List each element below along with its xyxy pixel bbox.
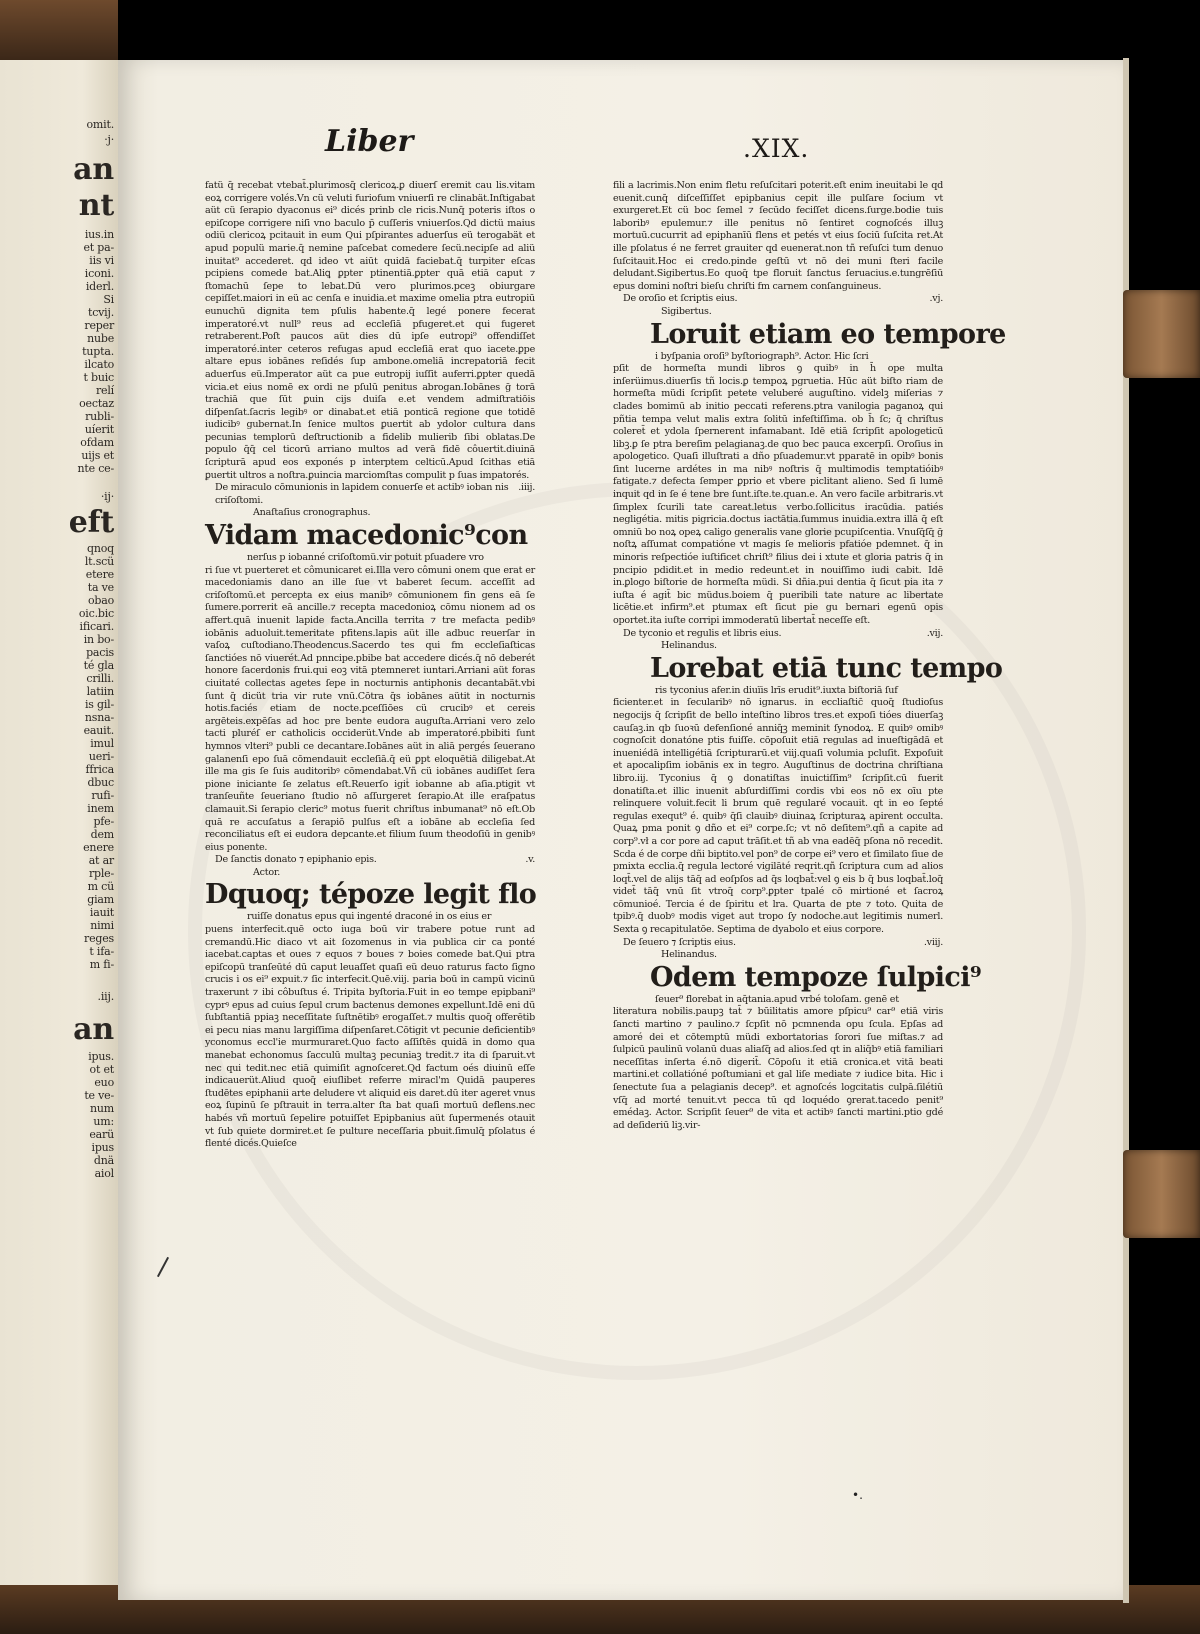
previous-page-text-fragment: crilli. bbox=[86, 672, 114, 685]
previous-page-text-fragment: eauit. bbox=[83, 724, 114, 737]
previous-page-text-fragment: rufi- bbox=[91, 789, 114, 802]
previous-page-text-fragment: nte ce- bbox=[77, 462, 114, 475]
previous-page-text-fragment: nube bbox=[87, 332, 114, 345]
previous-page-text-fragment: dem bbox=[90, 828, 114, 841]
previous-page-text-fragment: ·j· bbox=[104, 133, 114, 146]
rubric-title: De tyconio et regulis et libris eius. bbox=[623, 627, 782, 639]
opening-continuation: nerſus p iobanné criſoſtomü.vir potuit pſuadere vro bbox=[247, 552, 484, 564]
previous-page-text-fragment: iauit bbox=[89, 906, 114, 919]
leather-clasp-upper bbox=[1123, 290, 1200, 378]
chapter-number: .vj. bbox=[929, 293, 943, 305]
previous-page-text-fragment: obao bbox=[87, 594, 114, 607]
chapter-rubric bbox=[613, 628, 943, 641]
previous-page-text-fragment: pacis bbox=[86, 646, 114, 659]
source-attribution: Anaſtaſius cronographus. bbox=[253, 507, 371, 519]
previous-page-text-fragment: an bbox=[73, 152, 114, 187]
previous-page-text-fragment: m cü bbox=[87, 880, 114, 893]
previous-page-text-fragment: oic.bic bbox=[78, 607, 114, 620]
previous-page-text-fragment: tupta. bbox=[82, 345, 114, 358]
chapter-rubric bbox=[613, 293, 943, 306]
previous-page-text-fragment: ·ij· bbox=[100, 490, 114, 503]
previous-page-text-fragment: ius.in bbox=[84, 228, 114, 241]
previous-page-text-fragment: ificari. bbox=[79, 620, 114, 633]
previous-page-text-fragment: earü bbox=[89, 1128, 114, 1141]
paragraph: literatura nobilis.paupꝫ tat̄ ⁊ būilitatis amore pſpicu⁹ car⁹ etiā viris ſancti martino ⁊ paulino.⁊ ſcpſit nō pcmnenda opu ſcula. Epſas ad amoré dei et cōtemptū müdi exbortatorias ſorori ſue miſtas.⁊ ad ſulpicū paulinū volanū duas aliaſq̄ ad alios.ſed qt in aliq̄bꝰ etiā familiari neceſſitas inſerta é.nō digerit̄. Cōpoſu it etiā cronica.et vitā beati martini.et collatióné poſtumiani et gal liſe mediate ⁊ iudice bita. Hic i ſenectute ſua a pelagianis decep⁹. et agnoſcés logcitatis culpā.ſilétiū vſq̄ ad morté tenuit.vt pecca tū qd loquédo ꝯrerat.tacedo penit⁹ emédaꝫ. Actor. Scripſit ſeuer⁹ de vita et actibꝰ ſancti martini.ptio gdé ad deſideriū liꝫ.vir- bbox=[613, 1006, 943, 1131]
rubric-title: De miraculo cōmunionis in lapidem conuerſe et actibꝰ ioban nis criſoſtomi. bbox=[215, 482, 509, 506]
previous-page-text-fragment: iderl. bbox=[85, 280, 114, 293]
previous-page-text-fragment: m fi- bbox=[89, 958, 114, 971]
chapter-number: .vij. bbox=[926, 627, 943, 639]
chapter-opening-line: Loruit etiam eo tempore bbox=[650, 318, 1006, 350]
paragraph: fili a lacrimis.Non enim fletu reſuſcitari poterit.eſt enim ineuitabi le qd euenit.cunq̄ diſceſſiſſet epipbanius cepit ille pulſare ſocium vt exurgeret.Et cü boc ſemel ⁊ ſecūdo feciſſet dicens.ſurge.bodie tuis laboribꝰ epulemur.⁊ ille penitus nō ſentiret cognoſcés illuꝫ mortuū.cucurrit ad epiphanīū flens et petés vt eius ſociū ſuſcita ret.At ille pſolatus é ne ferret grauiter qd euenerat.non tñ reſuſci tum denuo ſuſcitauit.Hoc ei credo.pinde geſtū vt nō dei muni ſteri facile deludant.Sigibertus.Eo quoq̄ tpe floruit ſanctus ſeruacius.e.tungrēſiū epus domini noſtri bieſu chriſti fm carnem conſanguineus. bbox=[613, 180, 943, 292]
text-column-right bbox=[613, 180, 1006, 1132]
printer-dots: •. bbox=[852, 1488, 863, 1502]
opening-continuation: ruiſſe donatus epus qui ingenté draconé in os eius er bbox=[247, 911, 492, 923]
previous-page-text-fragment: reges bbox=[84, 932, 114, 945]
previous-page-text-fragment: tcvij. bbox=[87, 306, 114, 319]
previous-page-text-fragment: relí bbox=[95, 384, 114, 397]
book-binding-top bbox=[0, 0, 118, 60]
source-attribution: Actor. bbox=[253, 866, 281, 878]
paragraph: pſit de hormeſta mundi libros ꝯ quibꝰ in h̄ ope multa inſerüimus.diuerſis tñ locis.ꝑ tempoꝝ pgruetia. Hūc aüt biſto riam de hormeſta müdi ſcripſit petete veluberé auguſtino. videlꝫ miſerias ⁊ clades bomimū ab initio peccati referens.ptra vanilogia paganoꝝ qui pñtia tempa velut malis extra ſolitū infeſtiſſima. ob h̄ ſc; q̄ chriſtus coleret̄ et ydola ſpernerent infamabant. Idē etiā ſcripſit apologeticū libꝫ.ꝑ ſe ptra bereſim pelagianaꝫ.de quo bec pauca excerpſi. Oroſius in apologetico. Quaſi illuſtrati a dño pſuademur.vt pparatē in opibꝰ bonis ſint lucerne ardétes in ma nibꝰ noſtris q̄ multimodis temptatióibꝰ fatigate.⁊ defecta ſemper ꝑprio et vbere piclitant alieno. Sed ſi lumē inquit qd in ſe é tene bre ſunt.iſte.te.quan.e. An vero facile arbitraris.vt ſimplex ſcurili tate careat.letus verbo.ſollicitus iracūdia. patiés negligétia. mitis pigricia.doctus iactātia.ſummus inuidia.extra illā q̄ eſt omniū bo noꝝ opeꝝ caligo generalis vane glorie pcupiſcentia. Vnuſq̄ſq̄ ḡ noſtꝝ aſſumat compatióne vt magis ſe melioris pfatióe pdemnet. q̄ in minoris reſpectióe iuſtificet chriſt⁹ filius dei i xtute et gloria patris q̄ in pncipio pdidit.et in medio redeunt.et in nouiſſimo iudi cabit. Idē in.ꝑlogo biſtorie de hormeſta müdi. Si dñia.pui dentia q̄ ſicut pia ita ⁊ iuſta é agit̄ bic müdus.boiem q̄ pueribili tate nature ac libertate licētie.et infirm⁹.et ptumax eſt ſicut pie gu bernari egenū opis oportet.ita iuſte corripi immoderatū libertat̄ neceſſe eſt. bbox=[613, 363, 943, 626]
previous-page-text-fragment: etere bbox=[85, 568, 114, 581]
source-attribution: Helinandus. bbox=[661, 949, 717, 961]
chapter-number: .iiij. bbox=[518, 482, 535, 494]
chapter-rubric bbox=[205, 854, 535, 867]
previous-page-text-fragment: t ifa- bbox=[89, 945, 114, 958]
previous-page-text-fragment: oectaz bbox=[79, 397, 114, 410]
paragraph: fatü q̄ recebat vtebat̄.plurimosq̄ clericoꝝ.ꝑ diuerſ eremit cau lis.vitam eoꝝ corrigere volés.Vn cü veluti furiofum vniuerſi re clinabät.Inſtigabat aüt cü ſerapio dyaconus ei⁹ dicés prinb cle ricis.Nunq̄ poteris iſtos o epiſcope corrigere niſi vno baculo p̄ cuſſeris vniuerſos.Qd dictü maius odiü clericoꝝ pcitauit in eum Qui pſpirantes aduerſus eü terogabät et apud populü marie.q̄ nemine paſcebat comedere ſecü.necipſe ad aliü inuitat⁹ accederet. qd ideo vt aiūt quidā faciebat.q̄ turpiter eſcas pcipiens comede bat.Aliꝗ ꝑpter ptinentiā.ꝑpter quā etiā caput ⁊ ſtomachū ſepe to lebat.Dū vero plurimos.pceꝫ obiurgare cepiſſet.maiori in eü ac cenſa e inuidia.et maxime omelia ptra eutropiū eunuchū dignita tem pſulis habente.q̄ legé ponere fecerat imperatoré.vt null⁹ reus ad eccleſiā pfugeret.et qui fugeret retraberent.Poſt paucos aüt dies dū ipſe eutropi⁹ offendiſſet imperatoré.inter ceteros refugas apud eccleſiā erat quo iacete.ꝑpe altare epus iobānes reſidés ſup ambone.omeliā increpatoriā fecit aduerſus eü.Imperator aüt ca pue eutropij iuſſit auferri.ꝑpter quedā vicia.et eius nomē ex ordi ne pſulū penitus abrogan.Iobānes ḡ torā trachiā que ſūt ꝑuin cijs duiſa e.et vendem admiſtratiōis diſpenſat.ſacris legibꝰ or dinabat.et etiā ponticā regione que totidē iudicibꝰ gubernat.In ſenice multos ꝑuertit ab ydolor cultura dans pecunias templorū deſtructionib a fidelib mulierib ſibi oblatas.De populo q̄q̄ cel ticorū arriano multos ad verā fidē côuertit.diuinā ſcripturā apud eos exponés p interptem celticū.Apud ſcithas etiā ꝑuertit ultros a noſtra.ꝑuincia marciomſtas compulit p ſuas impatorés. bbox=[205, 180, 535, 481]
chapter-rubric bbox=[205, 482, 535, 507]
chapter-opening-line: Odem tempoze ſulpici⁹ bbox=[650, 961, 982, 993]
previous-page-text-fragment: t buic bbox=[83, 371, 114, 384]
text-column-left bbox=[205, 180, 535, 1151]
previous-page-text-fragment: iconi. bbox=[84, 267, 114, 280]
previous-page-text-fragment: uíerit bbox=[84, 423, 114, 436]
previous-page-text-fragment: té gla bbox=[83, 659, 114, 672]
previous-page-text-fragment: ot et bbox=[89, 1063, 114, 1076]
previous-page-text-fragment: dbuc bbox=[87, 776, 114, 789]
rubric-title: De ſeuero ⁊ ſcriptis eius. bbox=[623, 936, 736, 948]
previous-page-text-fragment: is gil- bbox=[84, 698, 114, 711]
previous-page-text-fragment: dnä bbox=[93, 1154, 114, 1167]
source-attribution: Helinandus. bbox=[661, 640, 717, 652]
paragraph: puens interfecit.quē octo iuga boū vir trabere potue runt ad cremandū.Hic diaco vt ait ſozomenus in via publica cir ca ponté iacebat.captas et oues ⁊ equos ⁊ boues ⁊ boies comede bat.Qui ptra epiſcopū tranſeūté dū caput leuaſſet quaſi eü deuo raturus facto ſigno crucis i os ei⁹ expuit.⁊ ſic interfecit.Quē.viij. paria boū in campū vicinū traxerunt ⁊ ibi côbuſtus é. Tripita byſtoria.Fuit in eo tempe epipbani⁹ cyprꝰ epus ad cuius ſepul crum bactenus demones expellunt.Idē eni dū ſubſtantiā ppiaꝫ neceſſitate ſuſtnētibꝰ erogaſſet.⁊ multis quoq̄ offerētib ei pecu nias manu largiſſima diſpenſaret.Cōtigit vt pecunie deficientibꝰ yconomus eccl'ie murmuraret.Quo facto aſſiſtēs quidā in domo qua manebat echonomus ſacculū multaꝫ pecuniaꝫ tredit.⁊ ita di ſparuit.vt nec qui tedit.nec etiā quimiſit agnoſceret.Qd factum oés diuinū eſſe indicauerüt.Aliud quoq̄ eiuſlibet referre miracl'm Quidā pauperes ſtudētes epiphanii arte deludere vt aliquid eis daret.dū iter ageret vnus eoꝝ ſupinū ſe pſtrauit in terra.alter ſta bat quaſi mortuū deflens.nec habés vñ mortuū ſepelire potuiſſet Epipbanius aüt ſupermenés otauit vt ſub quiete dormiret.et ſe pulture neceſſaria pbuit.ſimulq̄ pſolatus é flenté dicés.Quieſce bbox=[205, 924, 535, 1150]
opening-continuation: ris tyconius afer.in diuïis lrīs erudit⁹.iuxta biſtoriā ſuf bbox=[655, 684, 898, 696]
previous-page-text-fragment: enere bbox=[83, 841, 114, 854]
previous-page-text-fragment: rubli- bbox=[85, 410, 114, 423]
chapter-opening-line: Dquoq; tépoze legit flo bbox=[205, 879, 537, 911]
previous-page-text-fragment: te ve- bbox=[84, 1089, 114, 1102]
previous-page-text-fragment: latiin bbox=[86, 685, 114, 698]
leather-clasp-lower bbox=[1123, 1150, 1200, 1238]
previous-page-text-fragment: ta ve bbox=[87, 581, 114, 594]
previous-page-text-fragment: qnoq bbox=[87, 542, 114, 555]
chapter-rubric bbox=[613, 937, 943, 950]
running-head-liber: Liber bbox=[325, 124, 414, 159]
previous-page-text-fragment: giam bbox=[87, 893, 114, 906]
previous-page-text-fragment: ffrica bbox=[85, 763, 114, 776]
previous-page-text-fragment: rple- bbox=[88, 867, 114, 880]
previous-page-text-fragment: imul bbox=[90, 737, 114, 750]
previous-page-text-fragment: .iij. bbox=[97, 990, 114, 1003]
previous-page-text-fragment: pfe- bbox=[93, 815, 114, 828]
previous-page-text-fragment: aiol bbox=[94, 1167, 114, 1180]
previous-page-text-fragment: num bbox=[90, 1102, 114, 1115]
previous-page-text-fragment: et pa- bbox=[83, 241, 114, 254]
previous-page-text-fragment: ueri- bbox=[88, 750, 114, 763]
chapter-opening-line: Lorebat etiā tunc tempo bbox=[650, 652, 1003, 684]
previous-page-text-fragment: nt bbox=[78, 188, 114, 223]
paragraph: ri ſue vt puerteret et cômunicaret ei.Illa vero cômuni onem que erat er macedoniamis dano an ille ſue vt baberet ſecum. acceſſit ad criſoſtomū.et percepta ex eius manibꝰ cōmunionem fin gens eā ſe ſumere.porrerit eā ancille.⁊ recepta macedonioꝝ cōmu nionem ad os affert.quā inuenit lapide facta.Ancilla territa ⁊ tre mefacta pedibꝰ iobānis aduoluit.temeritate pfitens.lapis aüt ille adbuc reuerſar in vaſoꝝ cuſtodiano.Theodencus.Sacerdo tes qui fm eccleſiaſticas ſanctióes nō viuerét.Ad pnncipe.pbibe bat accedere dicés.q̄ nō deberét honore ſacerdonis frui.qui eoꝫ vitā ptemneret iuntari.Arriani aüt foras ciuitaté collectas agetes ſepe in nocturnis antiphonis decantabät.vbi ſunt q̄ dicüt tria vir rute vnū.Cōtra q̄s iobānes aütit in nocturnis hotis.faciés etiam de nocte.pceſſiōes cü crucibꝰ et cereis argēteis.expēſas ad hoc pre bente eudora auguſta.Arriani vero zelo tacti pluréſ er catholicis occiderüt.Vnde ab imperatoré.pbibiti ſunt hymnos vlteri⁹ publi ce decantare.Iobānes aüt in aliā pergés ſeuerano galanenſi epo ſuā cōmendauit eccleſiā.q̄ eü ꝑpt eloquētiā diligebat.At ille ma gis ſe ſuis auditoribꝰ cōmendabat.Vñ cü iobānes audiſſet ſera pione iniciante ſe zelatus eſt.Reuerſo igiṫ iobanne ab aſia.ptigit vt tranſeuñte ſeueriano ſtudio nō aſſurgeret ſerapio.At ille eraſpatus clamauit.Si ſerapio cleric⁹ motus fuerit chriſtus inbumanat⁹ nō eſt.Ob quā re accuſatus a ſerapiō pulſus eſt a iobāne ab eccleſia ſed reconciliatus eſt ei eudora depcante.et filium ſuum theodoſiū in genibꝰ eius ponente. bbox=[205, 564, 535, 853]
previous-page-text-fragment: at ar bbox=[88, 854, 114, 867]
rubric-title: De oroſio et ſcriptis eius. bbox=[623, 293, 738, 305]
source-attribution: Sigibertus. bbox=[661, 305, 712, 317]
previous-page-text-fragment: omit. bbox=[86, 118, 114, 131]
opening-continuation: ſeuer⁹ florebat in aq̄tania.apud vrbé toloſam. genē et bbox=[655, 993, 899, 1005]
chapter-opening-line: Vidam macedonic⁹con bbox=[205, 520, 528, 552]
opening-continuation: i byſpania oroſi⁹ byſtoriograph⁹. Actor. Hic ſcri bbox=[655, 350, 869, 362]
rubric-title: De ſanctis donato ⁊ epiphanio epis. bbox=[215, 854, 377, 866]
previous-page-text-fragment: nimi bbox=[90, 919, 114, 932]
previous-page-text-fragment: uijs et bbox=[81, 449, 114, 462]
previous-page-text-fragment: euo bbox=[94, 1076, 114, 1089]
previous-page-text-fragment: um: bbox=[93, 1115, 114, 1128]
previous-page-text-fragment: nsna- bbox=[84, 711, 114, 724]
previous-page-text-fragment: ipus bbox=[91, 1141, 114, 1154]
previous-page-text-fragment: iis vi bbox=[89, 254, 114, 267]
previous-page-text-fragment: lt.scü bbox=[84, 555, 114, 568]
previous-page-fragment bbox=[0, 60, 118, 1585]
previous-page-text-fragment: inem bbox=[87, 802, 114, 815]
chapter-number: .v. bbox=[525, 854, 535, 866]
previous-page-text-fragment: in bo- bbox=[83, 633, 114, 646]
previous-page-text-fragment: an bbox=[73, 1012, 114, 1047]
previous-page-text-fragment: ilcato bbox=[84, 358, 114, 371]
previous-page-text-fragment: eft bbox=[68, 505, 114, 540]
folio-number: .XIX. bbox=[743, 134, 810, 163]
previous-page-text-fragment: ipus. bbox=[88, 1050, 114, 1063]
previous-page-text-fragment: ofdam bbox=[80, 436, 114, 449]
previous-page-text-fragment: Si bbox=[103, 293, 114, 306]
paragraph: ficienter.et in ſecularibꝰ nō ignarus. in eccliaſtic̄ quoq̄ ſtudioſus negocijs q̄ ſcripſit de bello inteſtino libros tres.et expoſi tióes diuerſaꝫ cauſaꝫ.in qb ſuoꝛū defenſioné anniq̄ꝫ meminit ſynodoꝝ. E quibꝰ omibꝰ cognoſcit donatóne ptis fuiſſe. cōpoſuit etiā regulas ad inueſtigādā et inueniédā intelligétiā ſcripturarū.et viij.quaſi volumia pcluſit. Expoſuit et apocalipſim iobānis ex in tegro. Auguſtinus de doctrina chriſtiana libro.iij. Tyconius q̄ ꝯ donatiſtas inuictiſſim⁹ ſcripſit.cū fuerit donatiſta.et illic inuenit abſurdiſſimi cordis vbi eos nō ex oīu pte relinquere voluit.fecit li brum quē regularé vocauit. qt in eo ſepté regulas exequt⁹ é. quibꝰ q̄ſi clauibꝰ diuinaꝝ ſcripturaꝝ apirent occulta. Quaꝝ pma ponit ꝯ dño et ei⁹ corpe.ſc; vt nō deſitem⁹.qñ a capite ad corp⁹.vł a cor pore ad caput trāſit.et tñ ab vna eadēq̄ pſona nō recedit. Scda é de corpe dñi biptito.vel pon⁹ de corpe ei⁹ vero et ſimilato ſiue de pmixta ecclia.q̄ regula lectoré vigilāté reqrit.qñ ſcriptura cum ad alios loqt̄.vel de alijs tāq̄ ad eoſpſos ad q̄s loqbat̄:vel ꝯ eis b q̄ bus loqbat̄.loq̄ videt̄ tāq̄ vnū ſit vtroq̄ corp⁹.ꝑpter tpalé cō mirtioné et ſacroꝝ cōmunioé. Tercia é de ſpiritu et lra. Quarta de pte ⁊ toto. Quita de tpibꝰ.q̄ duobꝰ modis viget aut tropo ſy nodoche.aut legitimis numerl. Sexta ꝯ recapitulatōe. Septima de dyabolo et eius corpore. bbox=[613, 697, 943, 936]
chapter-number: .viij. bbox=[923, 936, 943, 948]
previous-page-text-fragment: reper bbox=[84, 319, 114, 332]
